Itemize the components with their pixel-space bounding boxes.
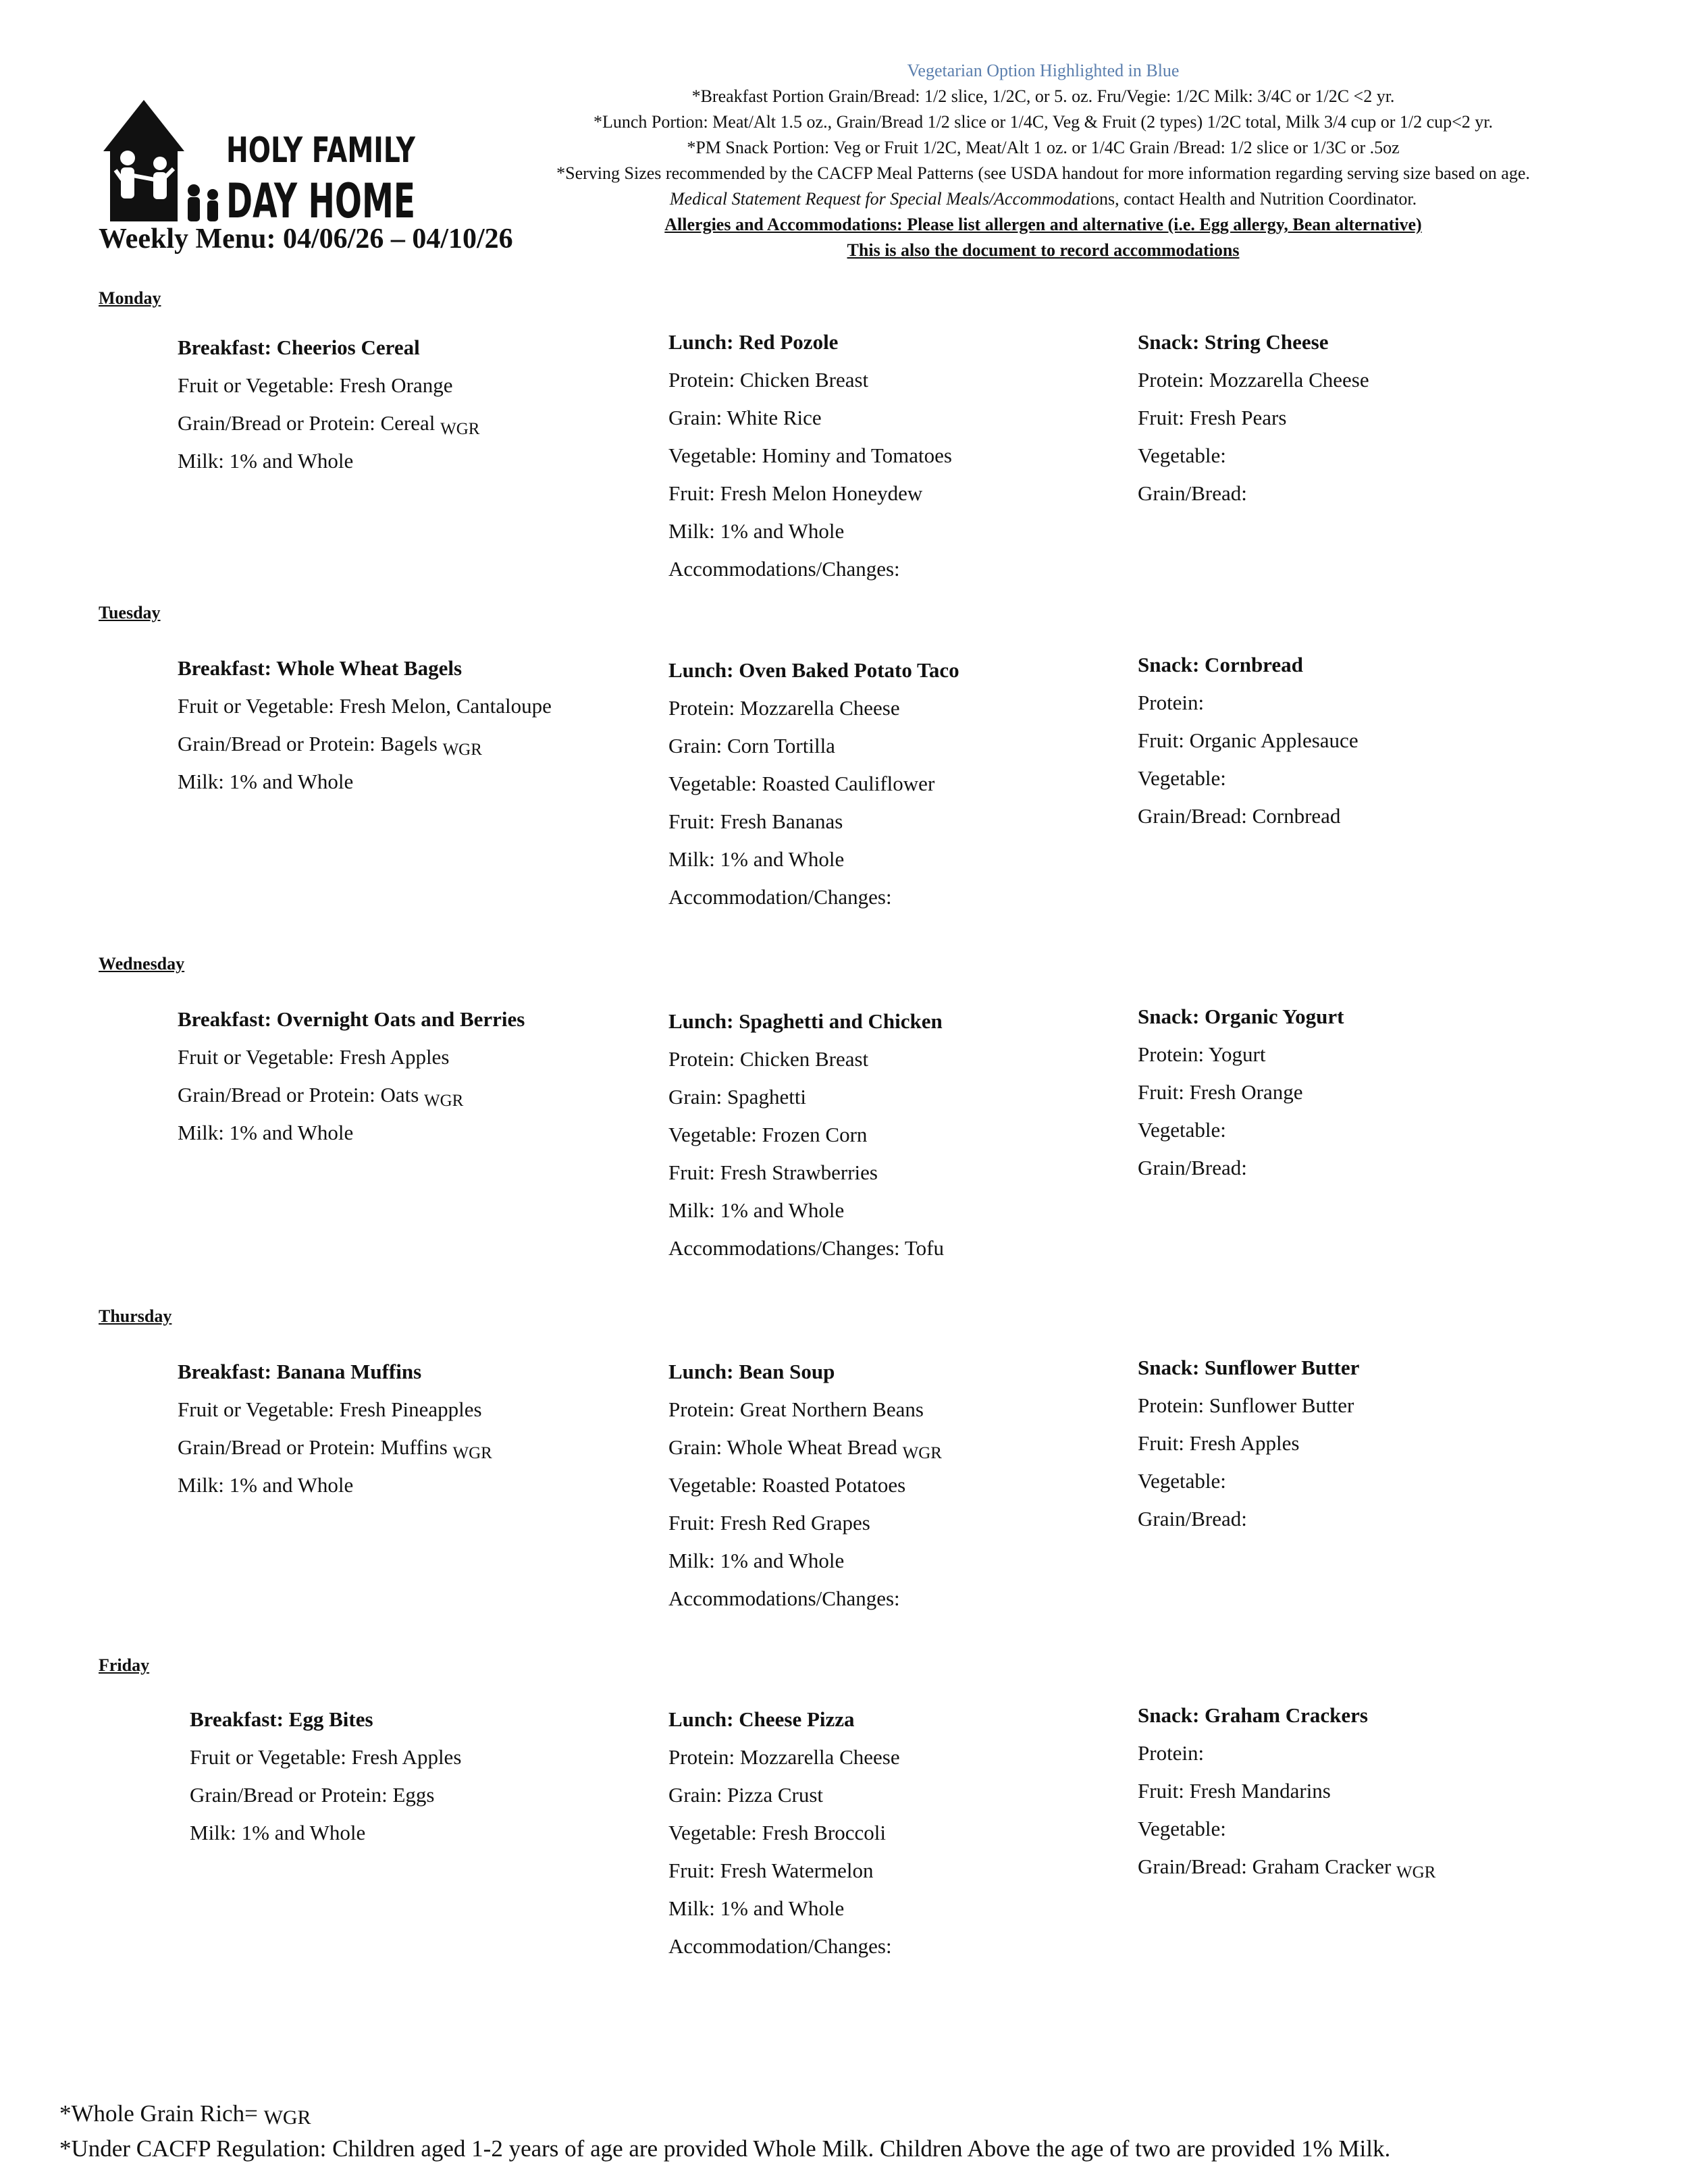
lunch-item xyxy=(668,770,959,808)
breakfast-item-text: Milk: 1% and Whole xyxy=(178,770,354,793)
lunch-item-text: Vegetable: Roasted Cauliflower xyxy=(668,772,935,795)
breakfast-item-text: Grain/Bread or Protein: Cereal xyxy=(178,411,436,435)
lunch-item xyxy=(668,1121,944,1159)
thursday-breakfast-column xyxy=(178,1358,492,1510)
snack-item xyxy=(1138,1853,1435,1891)
breakfast-item xyxy=(178,730,552,768)
lunch-item-text: Vegetable: Fresh Broccoli xyxy=(668,1821,886,1844)
breakfast-portion-note: *Breakfast Portion Grain/Bread: 1/2 slice, 1/2C, or 5. oz. Fru/Vegie: 1/2C Milk: 3/4C or 1/2C <2 yr. xyxy=(691,86,1395,106)
breakfast-item xyxy=(178,1119,525,1157)
lunch-item xyxy=(668,1782,900,1819)
house-family-logo-icon xyxy=(98,96,422,229)
lunch-item xyxy=(668,846,959,884)
breakfast-heading xyxy=(190,1706,461,1744)
snack-item-text: Vegetable: xyxy=(1138,1817,1226,1840)
breakfast-item-text: Fruit or Vegetable: Fresh Apples xyxy=(178,1045,450,1069)
snack-item-text: Fruit: Fresh Apples xyxy=(1138,1431,1300,1455)
pm-snack-portion-note: *PM Snack Portion: Veg or Fruit 1/2C, Meat/Alt 1 oz. or 1/4C Grain /Bread: 1/2 slice or 1/3C or .5oz xyxy=(687,138,1400,157)
breakfast-item-text: Milk: 1% and Whole xyxy=(178,1121,354,1144)
lunch-item-text: Accommodations/Changes: xyxy=(668,557,900,581)
breakfast-heading xyxy=(178,1006,525,1044)
lunch-item-text: Milk: 1% and Whole xyxy=(668,1549,845,1572)
day-label-monday: Monday xyxy=(99,288,161,308)
breakfast-item xyxy=(178,1082,525,1119)
wgr-badge: WGR xyxy=(442,741,482,759)
breakfast-item xyxy=(190,1744,461,1782)
snack-item xyxy=(1138,1117,1344,1154)
snack-item-text: Protein: Yogurt xyxy=(1138,1042,1266,1066)
lunch-portion-note: *Lunch Portion: Meat/Alt 1.5 oz., Grain/Bread 1/2 slice or 1/4C, Veg & Fruit (2 types) 1/2C total, Milk 3/4 cup or 1/2 cup<2 yr. xyxy=(593,112,1494,132)
holy-family-logo xyxy=(98,96,422,229)
lunch-item-text: Fruit: Fresh Strawberries xyxy=(668,1161,878,1184)
tuesday-snack-column xyxy=(1138,651,1359,841)
logo-line-2: DAY HOME xyxy=(226,174,415,229)
lunch-item xyxy=(668,1235,944,1273)
snack-item-text: Vegetable: xyxy=(1138,1118,1226,1142)
snack-heading xyxy=(1138,329,1369,367)
snack-item-text: Grain/Bread: Cornbread xyxy=(1138,804,1341,828)
medical-statement-text: Medical Statement Request for Special Meals/Accommodati xyxy=(669,189,1091,209)
thursday-lunch-column xyxy=(668,1358,942,1623)
day-label-wednesday: Wednesday xyxy=(99,954,185,974)
lunch-item xyxy=(668,480,952,518)
wgr-badge: WGR xyxy=(902,1444,942,1462)
lunch-item-text: Milk: 1% and Whole xyxy=(668,1198,845,1222)
lunch-item xyxy=(668,556,952,593)
snack-item xyxy=(1138,442,1369,480)
wgr-legend-abbrev: WGR xyxy=(263,2106,311,2129)
tuesday-lunch-column xyxy=(668,657,959,922)
breakfast-item-text: Milk: 1% and Whole xyxy=(190,1821,366,1844)
lunch-item-text: Vegetable: Roasted Potatoes xyxy=(668,1473,906,1497)
lunch-item xyxy=(668,1510,942,1547)
day-label-thursday: Thursday xyxy=(99,1306,172,1326)
lunch-item-text: Milk: 1% and Whole xyxy=(668,847,845,871)
snack-item-text: Snack: String Cheese xyxy=(1138,330,1329,354)
breakfast-item-text: Fruit or Vegetable: Fresh Pineapples xyxy=(178,1397,482,1421)
snack-item-text: Vegetable: xyxy=(1138,766,1226,790)
day-label-friday: Friday xyxy=(99,1655,150,1675)
logo-line-1: HOLY FAMILY xyxy=(226,130,417,171)
lunch-item xyxy=(668,1084,944,1121)
breakfast-item-text: Grain/Bread or Protein: Bagels xyxy=(178,732,438,755)
lunch-item xyxy=(668,404,952,442)
lunch-item xyxy=(668,1857,900,1895)
snack-item xyxy=(1138,803,1359,841)
lunch-item-text: Lunch: Oven Baked Potato Taco xyxy=(668,658,959,682)
breakfast-item-text: Milk: 1% and Whole xyxy=(178,449,354,473)
snack-item-text: Protein: Mozzarella Cheese xyxy=(1138,368,1369,392)
breakfast-item xyxy=(178,372,479,410)
lunch-item xyxy=(668,1933,900,1971)
breakfast-item xyxy=(178,1396,492,1434)
lunch-item-text: Lunch: Bean Soup xyxy=(668,1360,835,1383)
lunch-item xyxy=(668,808,959,846)
snack-item xyxy=(1138,1740,1435,1778)
breakfast-item xyxy=(178,1472,492,1510)
lunch-item xyxy=(668,1046,944,1084)
lunch-item-text: Accommodations/Changes: Tofu xyxy=(668,1236,944,1260)
friday-breakfast-column xyxy=(190,1706,461,1857)
snack-item-text: Vegetable: xyxy=(1138,444,1226,467)
lunch-item-text: Fruit: Fresh Watermelon xyxy=(668,1859,874,1882)
snack-item-text: Snack: Graham Crackers xyxy=(1138,1703,1368,1727)
snack-item-text: Snack: Cornbread xyxy=(1138,653,1303,676)
snack-item-text: Fruit: Organic Applesauce xyxy=(1138,728,1359,752)
wgr-badge: WGR xyxy=(452,1444,492,1462)
snack-item-text: Protein: xyxy=(1138,1741,1205,1765)
breakfast-heading xyxy=(178,334,479,372)
breakfast-item-text: Breakfast: Cheerios Cereal xyxy=(178,336,420,359)
lunch-item xyxy=(668,1895,900,1933)
snack-item xyxy=(1138,1815,1435,1853)
lunch-heading xyxy=(668,657,959,695)
lunch-item xyxy=(668,518,952,556)
breakfast-item-text: Grain/Bread or Protein: Oats xyxy=(178,1083,419,1107)
lunch-item xyxy=(668,367,952,404)
breakfast-item-text: Grain/Bread or Protein: Eggs xyxy=(190,1783,435,1807)
wgr-legend-text: *Whole Grain Rich= xyxy=(59,2100,258,2127)
snack-item-text: Protein: xyxy=(1138,691,1205,714)
weekly-menu-title: Weekly Menu: 04/06/26 – 04/10/26 xyxy=(99,223,513,255)
vegetarian-note: Vegetarian Option Highlighted in Blue xyxy=(907,61,1180,80)
monday-lunch-column xyxy=(668,329,952,593)
cut-off-note: This is also the document to record accommodations xyxy=(847,240,1240,260)
friday-lunch-column xyxy=(668,1706,900,1971)
snack-item-text: Grain/Bread: Graham Cracker xyxy=(1138,1855,1392,1878)
snack-item xyxy=(1138,480,1369,518)
breakfast-item xyxy=(178,410,479,448)
snack-item xyxy=(1138,1506,1359,1543)
breakfast-item-text: Grain/Bread or Protein: Muffins xyxy=(178,1435,448,1459)
lunch-item-text: Lunch: Spaghetti and Chicken xyxy=(668,1009,943,1033)
breakfast-item-text: Breakfast: Egg Bites xyxy=(190,1707,373,1731)
breakfast-item xyxy=(178,1044,525,1082)
lunch-item-text: Milk: 1% and Whole xyxy=(668,1896,845,1920)
lunch-item-text: Grain: Pizza Crust xyxy=(668,1783,824,1807)
snack-item-text: Fruit: Fresh Mandarins xyxy=(1138,1779,1331,1803)
lunch-item-text: Fruit: Fresh Red Grapes xyxy=(668,1511,870,1535)
monday-breakfast-column xyxy=(178,334,479,485)
breakfast-item-text: Breakfast: Overnight Oats and Berries xyxy=(178,1007,525,1031)
lunch-item xyxy=(668,733,959,770)
lunch-item-text: Grain: Spaghetti xyxy=(668,1085,807,1109)
lunch-item-text: Fruit: Fresh Bananas xyxy=(668,809,843,833)
lunch-item-text: Grain: Whole Wheat Bread xyxy=(668,1435,897,1459)
breakfast-item-text: Milk: 1% and Whole xyxy=(178,1473,354,1497)
serving-sizes-text-a: *Serving Sizes recommended by the CACFP Meal Patterns (see USDA handout for more information regarding serving size based on age. xyxy=(556,163,1530,183)
wgr-legend xyxy=(59,2098,1390,2133)
lunch-item xyxy=(668,695,959,733)
wgr-badge: WGR xyxy=(424,1092,464,1110)
lunch-item xyxy=(668,442,952,480)
lunch-item-text: Accommodations/Changes: xyxy=(668,1587,900,1610)
breakfast-item-text: Breakfast: Banana Muffins xyxy=(178,1360,422,1383)
breakfast-heading xyxy=(178,1358,492,1396)
snack-item xyxy=(1138,1778,1435,1815)
lunch-item xyxy=(668,1547,942,1585)
snack-item xyxy=(1138,1392,1359,1430)
wednesday-snack-column xyxy=(1138,1003,1344,1192)
snack-item-text: Grain/Bread: xyxy=(1138,1507,1247,1530)
lunch-item-text: Grain: Corn Tortilla xyxy=(668,734,835,757)
snack-item xyxy=(1138,1079,1344,1117)
wednesday-breakfast-column xyxy=(178,1006,525,1157)
snack-item-text: Snack: Sunflower Butter xyxy=(1138,1356,1360,1379)
lunch-item-text: Accommodation/Changes: xyxy=(668,1934,892,1958)
snack-heading xyxy=(1138,651,1359,689)
snack-item xyxy=(1138,367,1369,404)
snack-item xyxy=(1138,1154,1344,1192)
wgr-badge: WGR xyxy=(1396,1863,1436,1882)
lunch-item-text: Vegetable: Hominy and Tomatoes xyxy=(668,444,952,467)
lunch-item-text: Milk: 1% and Whole xyxy=(668,519,845,543)
lunch-item-text: Accommodation/Changes: xyxy=(668,885,892,909)
lunch-item xyxy=(668,1585,942,1623)
snack-heading xyxy=(1138,1702,1435,1740)
lunch-item-text: Protein: Mozzarella Cheese xyxy=(668,696,900,720)
breakfast-heading xyxy=(178,655,552,693)
snack-item-text: Vegetable: xyxy=(1138,1469,1226,1493)
lunch-item xyxy=(668,1744,900,1782)
lunch-item-text: Protein: Chicken Breast xyxy=(668,1047,869,1071)
allergies-note: Allergies and Accommodations: Please list allergen and alternative (i.e. Egg allergy, Bean alternative) xyxy=(664,215,1422,234)
breakfast-item xyxy=(190,1819,461,1857)
snack-item xyxy=(1138,765,1359,803)
serving-sizes-note xyxy=(544,161,1543,212)
breakfast-item xyxy=(190,1782,461,1819)
lunch-item xyxy=(668,1159,944,1197)
lunch-item-text: Protein: Mozzarella Cheese xyxy=(668,1745,900,1769)
wgr-badge: WGR xyxy=(440,420,480,438)
breakfast-item xyxy=(178,1434,492,1472)
snack-item-text: Grain/Bread: xyxy=(1138,1156,1247,1179)
lunch-heading xyxy=(668,1358,942,1396)
lunch-item-text: Protein: Great Northern Beans xyxy=(668,1397,924,1421)
lunch-item xyxy=(668,884,959,922)
snack-heading xyxy=(1138,1354,1359,1392)
monday-snack-column xyxy=(1138,329,1369,518)
lunch-heading xyxy=(668,1706,900,1744)
snack-item-text: Protein: Sunflower Butter xyxy=(1138,1393,1354,1417)
snack-item xyxy=(1138,689,1359,727)
lunch-item-text: Lunch: Red Pozole xyxy=(668,330,839,354)
snack-item-text: Grain/Bread: xyxy=(1138,481,1247,505)
lunch-heading xyxy=(668,1008,944,1046)
lunch-item xyxy=(668,1819,900,1857)
snack-item xyxy=(1138,404,1369,442)
breakfast-item-text: Fruit or Vegetable: Fresh Orange xyxy=(178,373,453,397)
day-label-tuesday: Tuesday xyxy=(99,603,161,622)
portion-notes xyxy=(544,58,1543,265)
footer-notes xyxy=(59,2098,1390,2164)
breakfast-item xyxy=(178,768,552,806)
lunch-item-text: Fruit: Fresh Melon Honeydew xyxy=(668,481,923,505)
breakfast-item xyxy=(178,448,479,485)
lunch-item xyxy=(668,1396,942,1434)
friday-snack-column xyxy=(1138,1702,1435,1891)
breakfast-item-text: Fruit or Vegetable: Fresh Melon, Cantaloupe xyxy=(178,694,552,718)
snack-heading xyxy=(1138,1003,1344,1041)
snack-item-text: Fruit: Fresh Pears xyxy=(1138,406,1287,429)
lunch-item xyxy=(668,1472,942,1510)
snack-item-text: Fruit: Fresh Orange xyxy=(1138,1080,1303,1104)
lunch-item-text: Lunch: Cheese Pizza xyxy=(668,1707,855,1731)
lunch-heading xyxy=(668,329,952,367)
snack-item xyxy=(1138,1041,1344,1079)
breakfast-item-text: Fruit or Vegetable: Fresh Apples xyxy=(190,1745,462,1769)
lunch-item-text: Grain: White Rice xyxy=(668,406,822,429)
lunch-item xyxy=(668,1434,942,1472)
lunch-item xyxy=(668,1197,944,1235)
wednesday-lunch-column xyxy=(668,1008,944,1273)
serving-sizes-text-b: ons, contact Health and Nutrition Coordinator. xyxy=(1090,189,1417,209)
tuesday-breakfast-column xyxy=(178,655,552,806)
snack-item xyxy=(1138,1468,1359,1506)
thursday-snack-column xyxy=(1138,1354,1359,1543)
breakfast-item xyxy=(178,693,552,730)
snack-item xyxy=(1138,1430,1359,1468)
breakfast-item-text: Breakfast: Whole Wheat Bagels xyxy=(178,656,463,680)
lunch-item-text: Protein: Chicken Breast xyxy=(668,368,869,392)
lunch-item-text: Vegetable: Frozen Corn xyxy=(668,1123,868,1146)
snack-item-text: Snack: Organic Yogurt xyxy=(1138,1005,1344,1028)
snack-item xyxy=(1138,727,1359,765)
milk-regulation-note: *Under CACFP Regulation: Children aged 1-2 years of age are provided Whole Milk. Children Above the age of two are provided 1% Milk. xyxy=(59,2135,1391,2162)
